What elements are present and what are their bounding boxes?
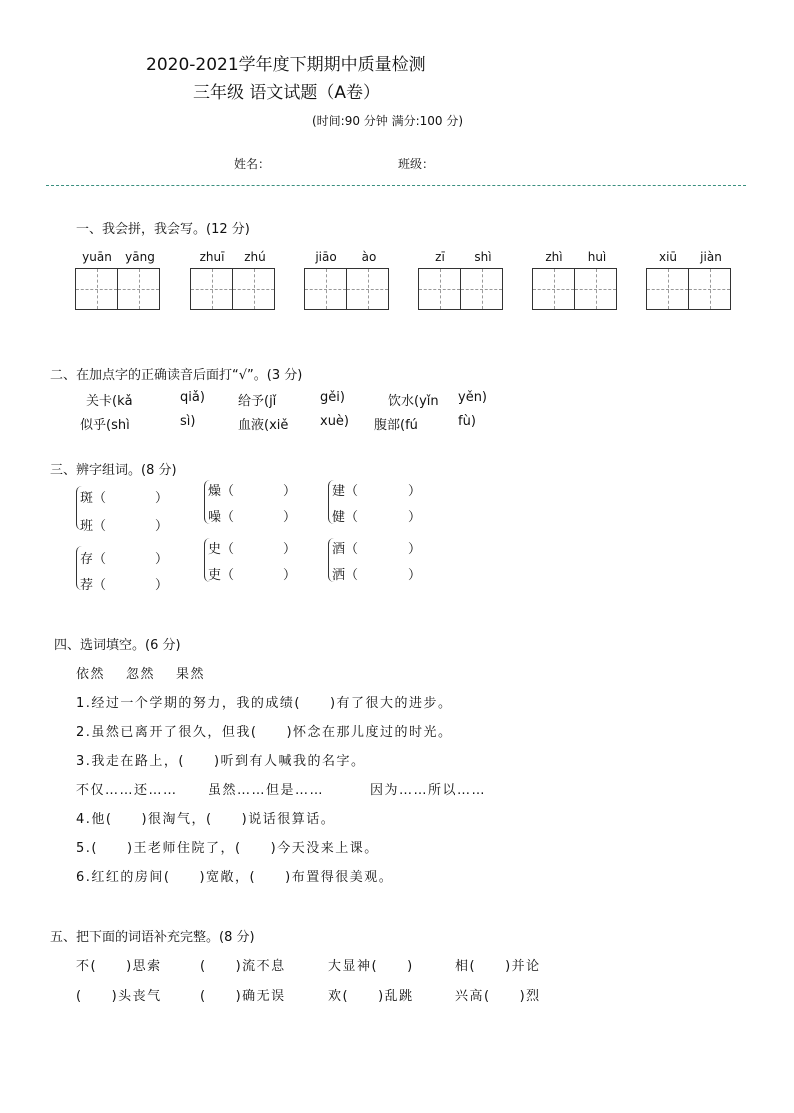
answer-blank[interactable]: ）	[155, 552, 169, 567]
fill-question[interactable]: 5.( )王老师住院了，( )今天没来上课。	[76, 841, 379, 856]
pinyin-label: xiū	[658, 250, 678, 264]
writing-box[interactable]	[574, 268, 617, 310]
answer-blank[interactable]: ）	[155, 578, 169, 593]
section5-heading: 五、把下面的词语补充完整。(8 分)	[50, 930, 255, 945]
answer-blank[interactable]: ）	[283, 510, 297, 525]
char-item: 噪（	[208, 510, 235, 525]
answer-blank[interactable]: ）	[408, 568, 422, 583]
answer-blank[interactable]: ）	[155, 491, 169, 506]
writing-box[interactable]	[346, 268, 389, 310]
pinyin-label: yuān	[82, 250, 112, 264]
reading-option[interactable]: fù)	[458, 414, 476, 429]
pinyin-group	[532, 250, 616, 310]
dashed-divider	[46, 185, 746, 186]
exam-title: 2020-2021学年度下期期中质量检测	[146, 55, 426, 75]
reading-option[interactable]: gěi)	[320, 390, 345, 405]
pinyin-label: huì	[587, 250, 607, 264]
pinyin-label: yāng	[125, 250, 155, 264]
pinyin-label: zhì	[545, 250, 563, 264]
reading-option[interactable]: 血液(xiě	[238, 418, 289, 433]
pinyin-label: shì	[474, 250, 492, 264]
pinyin-group	[190, 250, 274, 310]
char-item: 健（	[332, 510, 359, 525]
idiom-blank[interactable]: 大显神( )	[328, 959, 414, 974]
answer-blank[interactable]: ）	[408, 484, 422, 499]
idiom-blank[interactable]: ( )头丧气	[76, 989, 162, 1004]
word-option: 依然	[76, 667, 106, 682]
fill-question[interactable]: 3.我走在路上，( )听到有人喊我的名字。	[76, 754, 366, 769]
writing-box[interactable]	[190, 268, 233, 310]
idiom-blank[interactable]: 不( )思索	[76, 959, 162, 974]
fill-question[interactable]: 4.他( )很淘气，( )说话很算话。	[76, 812, 336, 827]
section2-heading: 二、在加点字的正确读音后面打“√”。(3 分)	[50, 368, 303, 383]
writing-box[interactable]	[418, 268, 461, 310]
answer-blank[interactable]: ）	[408, 510, 422, 525]
conjunction-option: 不仅……还……	[76, 783, 178, 798]
answer-blank[interactable]: ）	[155, 519, 169, 534]
char-item: 荐（	[80, 578, 107, 593]
pinyin-group	[75, 250, 159, 310]
exam-subtitle: 三年级 语文试题（A卷）	[193, 83, 381, 103]
char-item: 吏（	[208, 568, 235, 583]
reading-option[interactable]: 似乎(shì	[80, 418, 130, 433]
reading-option[interactable]: yěn)	[458, 390, 488, 405]
pinyin-group	[304, 250, 388, 310]
writing-box[interactable]	[75, 268, 118, 310]
pinyin-label: jiàn	[700, 250, 722, 264]
pinyin-label: zī	[435, 250, 445, 264]
section4-heading: 四、选词填空。(6 分)	[54, 638, 181, 653]
reading-option[interactable]: 给予(jǐ	[238, 394, 277, 409]
section3-heading: 三、辨字组词。(8 分)	[50, 463, 177, 478]
pinyin-group	[646, 250, 730, 310]
class-label: 班级：	[398, 157, 435, 171]
reading-option[interactable]: xuè)	[320, 414, 350, 429]
char-item: 建（	[332, 484, 359, 499]
reading-option[interactable]: qiǎ)	[180, 390, 205, 405]
pinyin-label: ào	[361, 250, 377, 264]
idiom-blank[interactable]: 相( )并论	[455, 959, 541, 974]
writing-box[interactable]	[304, 268, 347, 310]
idiom-blank[interactable]: 欢( )乱跳	[328, 989, 414, 1004]
answer-blank[interactable]: ）	[408, 542, 422, 557]
writing-box[interactable]	[646, 268, 689, 310]
pinyin-label: zhuī	[199, 250, 225, 264]
char-item: 燥（	[208, 484, 235, 499]
writing-box[interactable]	[117, 268, 160, 310]
answer-blank[interactable]: ）	[283, 484, 297, 499]
reading-option[interactable]: 腹部(fú	[374, 418, 418, 433]
idiom-blank[interactable]: 兴高( )烈	[455, 989, 541, 1004]
section1-heading: 一、我会拼，我会写。(12 分)	[76, 222, 250, 237]
char-item: 斑（	[80, 491, 107, 506]
idiom-blank[interactable]: ( )确无误	[200, 989, 286, 1004]
reading-option[interactable]: 饮水(yǐn	[388, 394, 439, 409]
writing-box[interactable]	[688, 268, 731, 310]
name-label: 姓名：	[234, 157, 271, 171]
conjunction-option: 因为……所以……	[370, 783, 487, 798]
char-item: 存（	[80, 552, 107, 567]
fill-question[interactable]: 1.经过一个学期的努力，我的成绩( )有了很大的进步。	[76, 696, 453, 711]
idiom-blank[interactable]: ( )流不息	[200, 959, 286, 974]
time-info: (时间:90 分钟 满分:100 分)	[312, 114, 464, 128]
reading-option[interactable]: sì)	[180, 414, 196, 429]
pinyin-group	[418, 250, 502, 310]
char-item: 班（	[80, 519, 107, 534]
pinyin-label: zhú	[244, 250, 266, 264]
fill-question[interactable]: 6.红红的房间( )宽敞，( )布置得很美观。	[76, 870, 394, 885]
reading-option[interactable]: 关卡(kǎ	[86, 394, 133, 409]
char-item: 洒（	[332, 568, 359, 583]
answer-blank[interactable]: ）	[283, 542, 297, 557]
answer-blank[interactable]: ）	[283, 568, 297, 583]
fill-question[interactable]: 2.虽然已离开了很久，但我( )怀念在那儿度过的时光。	[76, 725, 453, 740]
word-option: 果然	[176, 667, 206, 682]
writing-box[interactable]	[232, 268, 275, 310]
char-item: 史（	[208, 542, 235, 557]
char-item: 酒（	[332, 542, 359, 557]
word-option: 忽然	[126, 667, 156, 682]
pinyin-label: jiāo	[315, 250, 337, 264]
conjunction-option: 虽然……但是……	[208, 783, 325, 798]
writing-box[interactable]	[460, 268, 503, 310]
writing-box[interactable]	[532, 268, 575, 310]
